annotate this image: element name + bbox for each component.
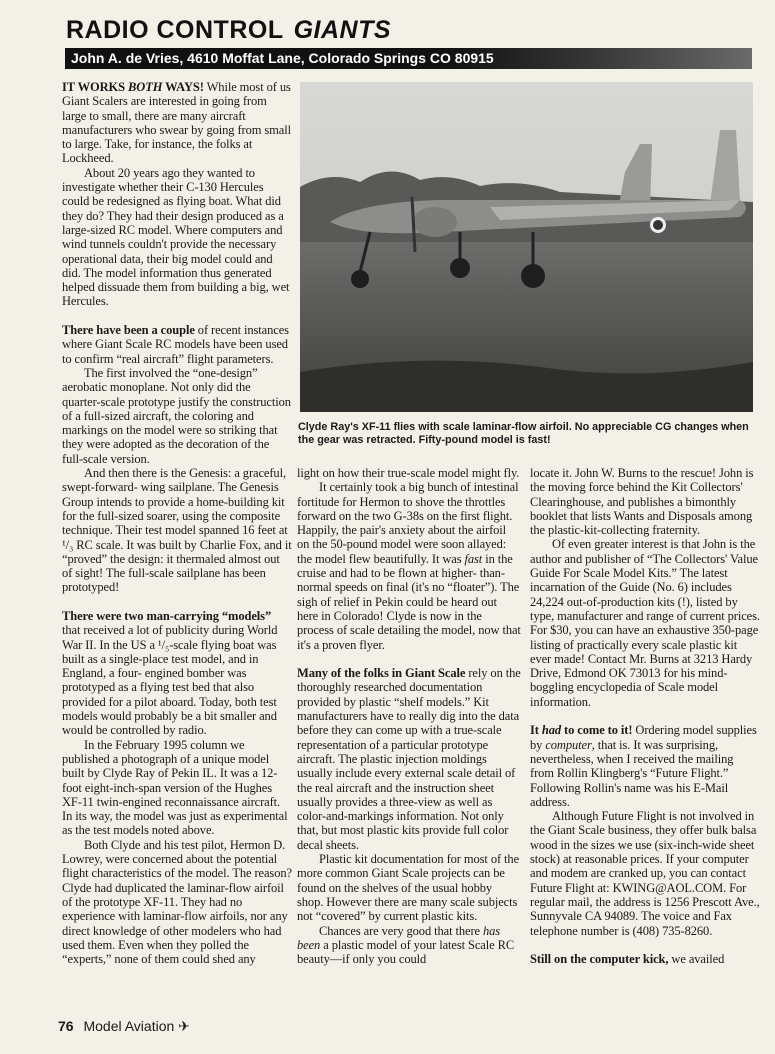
paragraph-text: computer (545, 737, 592, 752)
author-byline-bar: John A. de Vries, 4610 Moffat Lane, Colorado Springs CO 80915 (65, 48, 752, 69)
article-paragraph (530, 466, 760, 537)
paragraph-lead-in: had (541, 723, 562, 738)
article-paragraph (62, 609, 292, 738)
article-paragraph (62, 466, 292, 595)
paragraph-lead-in: It (530, 723, 542, 738)
article-paragraph (62, 323, 292, 366)
paragraph-text: of recent instances where Giant Scale RC models have been used to confirm “real aircraft” flight parameters. (62, 323, 289, 366)
article-paragraph (62, 738, 292, 838)
article-paragraph (297, 480, 521, 652)
paragraph-text: locate it. John W. Burns to the rescue! John is the moving force behind the Kit Collectors' Clearinghouse, and publishes a bimonthly booklet that lists Wants and Disposals among the plastic-kit-collecting fraternity. (530, 466, 754, 538)
article-paragraph (530, 723, 760, 809)
paragraph-text: light on how their true-scale model might fly. (297, 466, 520, 480)
photo-caption: Clyde Ray's XF-11 flies with scale laminar-flow airfoil. No appreciable CG changes when the gear was retracted. Fifty-pound model is fast! (298, 421, 749, 446)
paragraph-lead-in: to come to it! (561, 723, 633, 738)
paragraph-text: While most of us Giant Scalers are interested in going from large to small, there are many aircraft manufacturers who swear by going from small to large. Take, for instance, the folks at Lockheed. (62, 80, 291, 166)
article-column-2 (297, 466, 521, 966)
column-title (66, 16, 391, 45)
article-paragraph (530, 537, 760, 709)
paragraph-text: And then there is the Genesis: a graceful, swept-forward- wing sailplane. The Genesis Group intends to provide a home-building kit for the full-sized soarer, using the composite technique. Their test model spanned 16 feet at ¹/₃ RC scale. It was built by Charlie Fox, and it “proved” the design: it thermaled almost out of sight! The full-scale sailplane has been prototyped! (62, 466, 292, 595)
article-paragraph (62, 166, 292, 309)
paragraph-text: we availed (668, 952, 725, 967)
paragraph-text: a plastic model of your latest Scale RC beauty—if only you could (297, 937, 515, 967)
article-paragraph (297, 924, 521, 967)
paragraph-text: The first involved the “one-design” aerobatic monoplane. Not only did the quarter-scale prototype justify the construction of a full-sized aircraft, the coloring and markings on the model were so striking that they were adopted as the decoration of the full-scale version. (62, 365, 291, 466)
paragraph-text: Of even greater interest is that John is the author and publisher of “The Collectors' Value Guide For Scale Model Kits.” The latest incarnation of the Guide (No. 6) includes 24,224 out-of-production kits (!), listed by type, manufacturer and range of current prices. For $30, you can have an exhaustive 350-page listing of practically every scale plastic kit ever made! Contact Mr. Burns at 3213 Hardy Drive, Edmond OK 73013 for his mind-boggling encyclopedia of Scale model information. (530, 537, 760, 709)
paragraph-lead-in: Many of the folks in Giant Scale (297, 666, 466, 681)
xf11-model-photo (300, 82, 753, 412)
paragraph-text: Although Future Flight is not involved in the Giant Scale business, they offer bulk balsa wood in the sizes we use (six-inch-wide sheet stock) at reasonable prices. If your computer and modem are cranked up, you can contact Future Flight at: KWING@AOL.COM. For regular mail, the address is 1256 Prescott Ave., Sunnyvale CA 94089. The voice and Fax telephone number is (408) 735-8260. (530, 809, 760, 938)
paragraph-text: fast (464, 551, 483, 566)
paragraph-lead-in: IT WORKS (62, 80, 129, 94)
paragraph-lead-in: WAYS! (162, 80, 204, 94)
paragraph-text: Both Clyde and his test pilot, Hermon D. Lowrey, were concerned about the potential flight characteristics of the model. The reason? Clyde had duplicated the laminar-flow airfoil of the prototype XF-11. They had no experience with laminar-flow airfoils, nor any direct knowledge of other modelers who had used them. Even when they polled the “experts,” none of them could shed any (62, 837, 292, 967)
article-paragraph (297, 666, 521, 852)
paragraph-text: About 20 years ago they wanted to investigate whether their C-130 Hercules could be redesigned as flying boat. What did they do? They had their design produced as a large-sized RC model. Where computers and wind tunnels couldn't provide the necessary operational data, their big model could and did. The model information thus generated helped dissuade them from building a big, wet Hercules. (62, 165, 290, 309)
article-paragraph (530, 809, 760, 938)
paragraph-text: It certainly took a big bunch of intestinal fortitude for Hermon to shove the throttles forward on the two G-38s on the first flight. Happily, the pair's anxiety about the airfoil on the 50-pound model were soon allayed: the model flew beautifully. It was (297, 480, 519, 566)
paragraph-text: Chances are very good that there (319, 923, 483, 938)
paragraph-lead-in: BOTH (128, 80, 163, 94)
article-paragraph (62, 366, 292, 466)
paragraph-text: , that is. It was surprising, nevertheless, when I received the mailing from Rollin Klingberg's “Future Flight.” Following Rollin's name was his E-Mail address. (530, 737, 734, 809)
paragraph-text: rely on the thoroughly researched documentation provided by plastic “shelf models.” Kit manufacturers have to really dig into the data before they can come up with a true-scale representation of a particular prototype aircraft. The plastic injection moldings usually include every external scale detail of the real aircraft and the instruction sheet usually provides a three-view as well as color-and-markings information. Not only that, but most plastic kits provide full color decal sheets. (297, 666, 521, 852)
article-paragraph (297, 466, 521, 480)
paragraph-lead-in: There have been a couple (62, 323, 195, 338)
paragraph-lead-in: There were two man-carrying “models” (62, 608, 272, 623)
paragraph-text: that received a lot of publicity during World War II. In the US a ¹/₅-scale flying boat was built as a single-place test model, and in England, a four- engined bomber was prototyped as a flying test bed that also provided for a pilot aboard. Today, both test models would probably be a bit smaller and would be controlled by radio. (62, 623, 278, 738)
article-paragraph (297, 852, 521, 923)
article-paragraph (62, 80, 292, 166)
paragraph-text: Plastic kit documentation for most of the more common Giant Scale projects can be found on the shelves of the usual hobby shop. However there are many scale subjects not “covered” by current plastic kits. (297, 852, 520, 924)
paragraph-text: in the cruise and had to be flown at higher- than-normal speeds on final (it's no “floater”). The sigh of relief in Pekin could be heard out here in Colorado! Clyde is now in the process of scale detailing the model, now that it's a proven flyer. (297, 551, 521, 652)
magazine-name: Model Aviation (83, 1018, 175, 1034)
article-column-1 (62, 80, 292, 966)
column-title-main: RADIO CONTROL (66, 16, 284, 44)
page-number: 76 (58, 1018, 74, 1034)
airplane-icon: ✈ (178, 1018, 190, 1034)
column-title-italic: GIANTS (293, 16, 392, 44)
article-paragraph (530, 952, 760, 966)
paragraph-text: In the February 1995 column we published a photograph of a unique model built by Clyde Ray of Pekin IL. It was a 12-foot eight-inch-span version of the Hughes XF-11 twin-engined reconnaissance aircraft. In its way, the model was just as experimental as the test models noted above. (62, 737, 288, 838)
article-paragraph (62, 838, 292, 967)
article-column-3 (530, 466, 760, 966)
paragraph-text: has been (297, 923, 501, 952)
paragraph-lead-in: Still on the computer kick, (530, 952, 669, 967)
page-footer (58, 1018, 190, 1035)
paragraph-text: Ordering model supplies by (530, 723, 757, 752)
